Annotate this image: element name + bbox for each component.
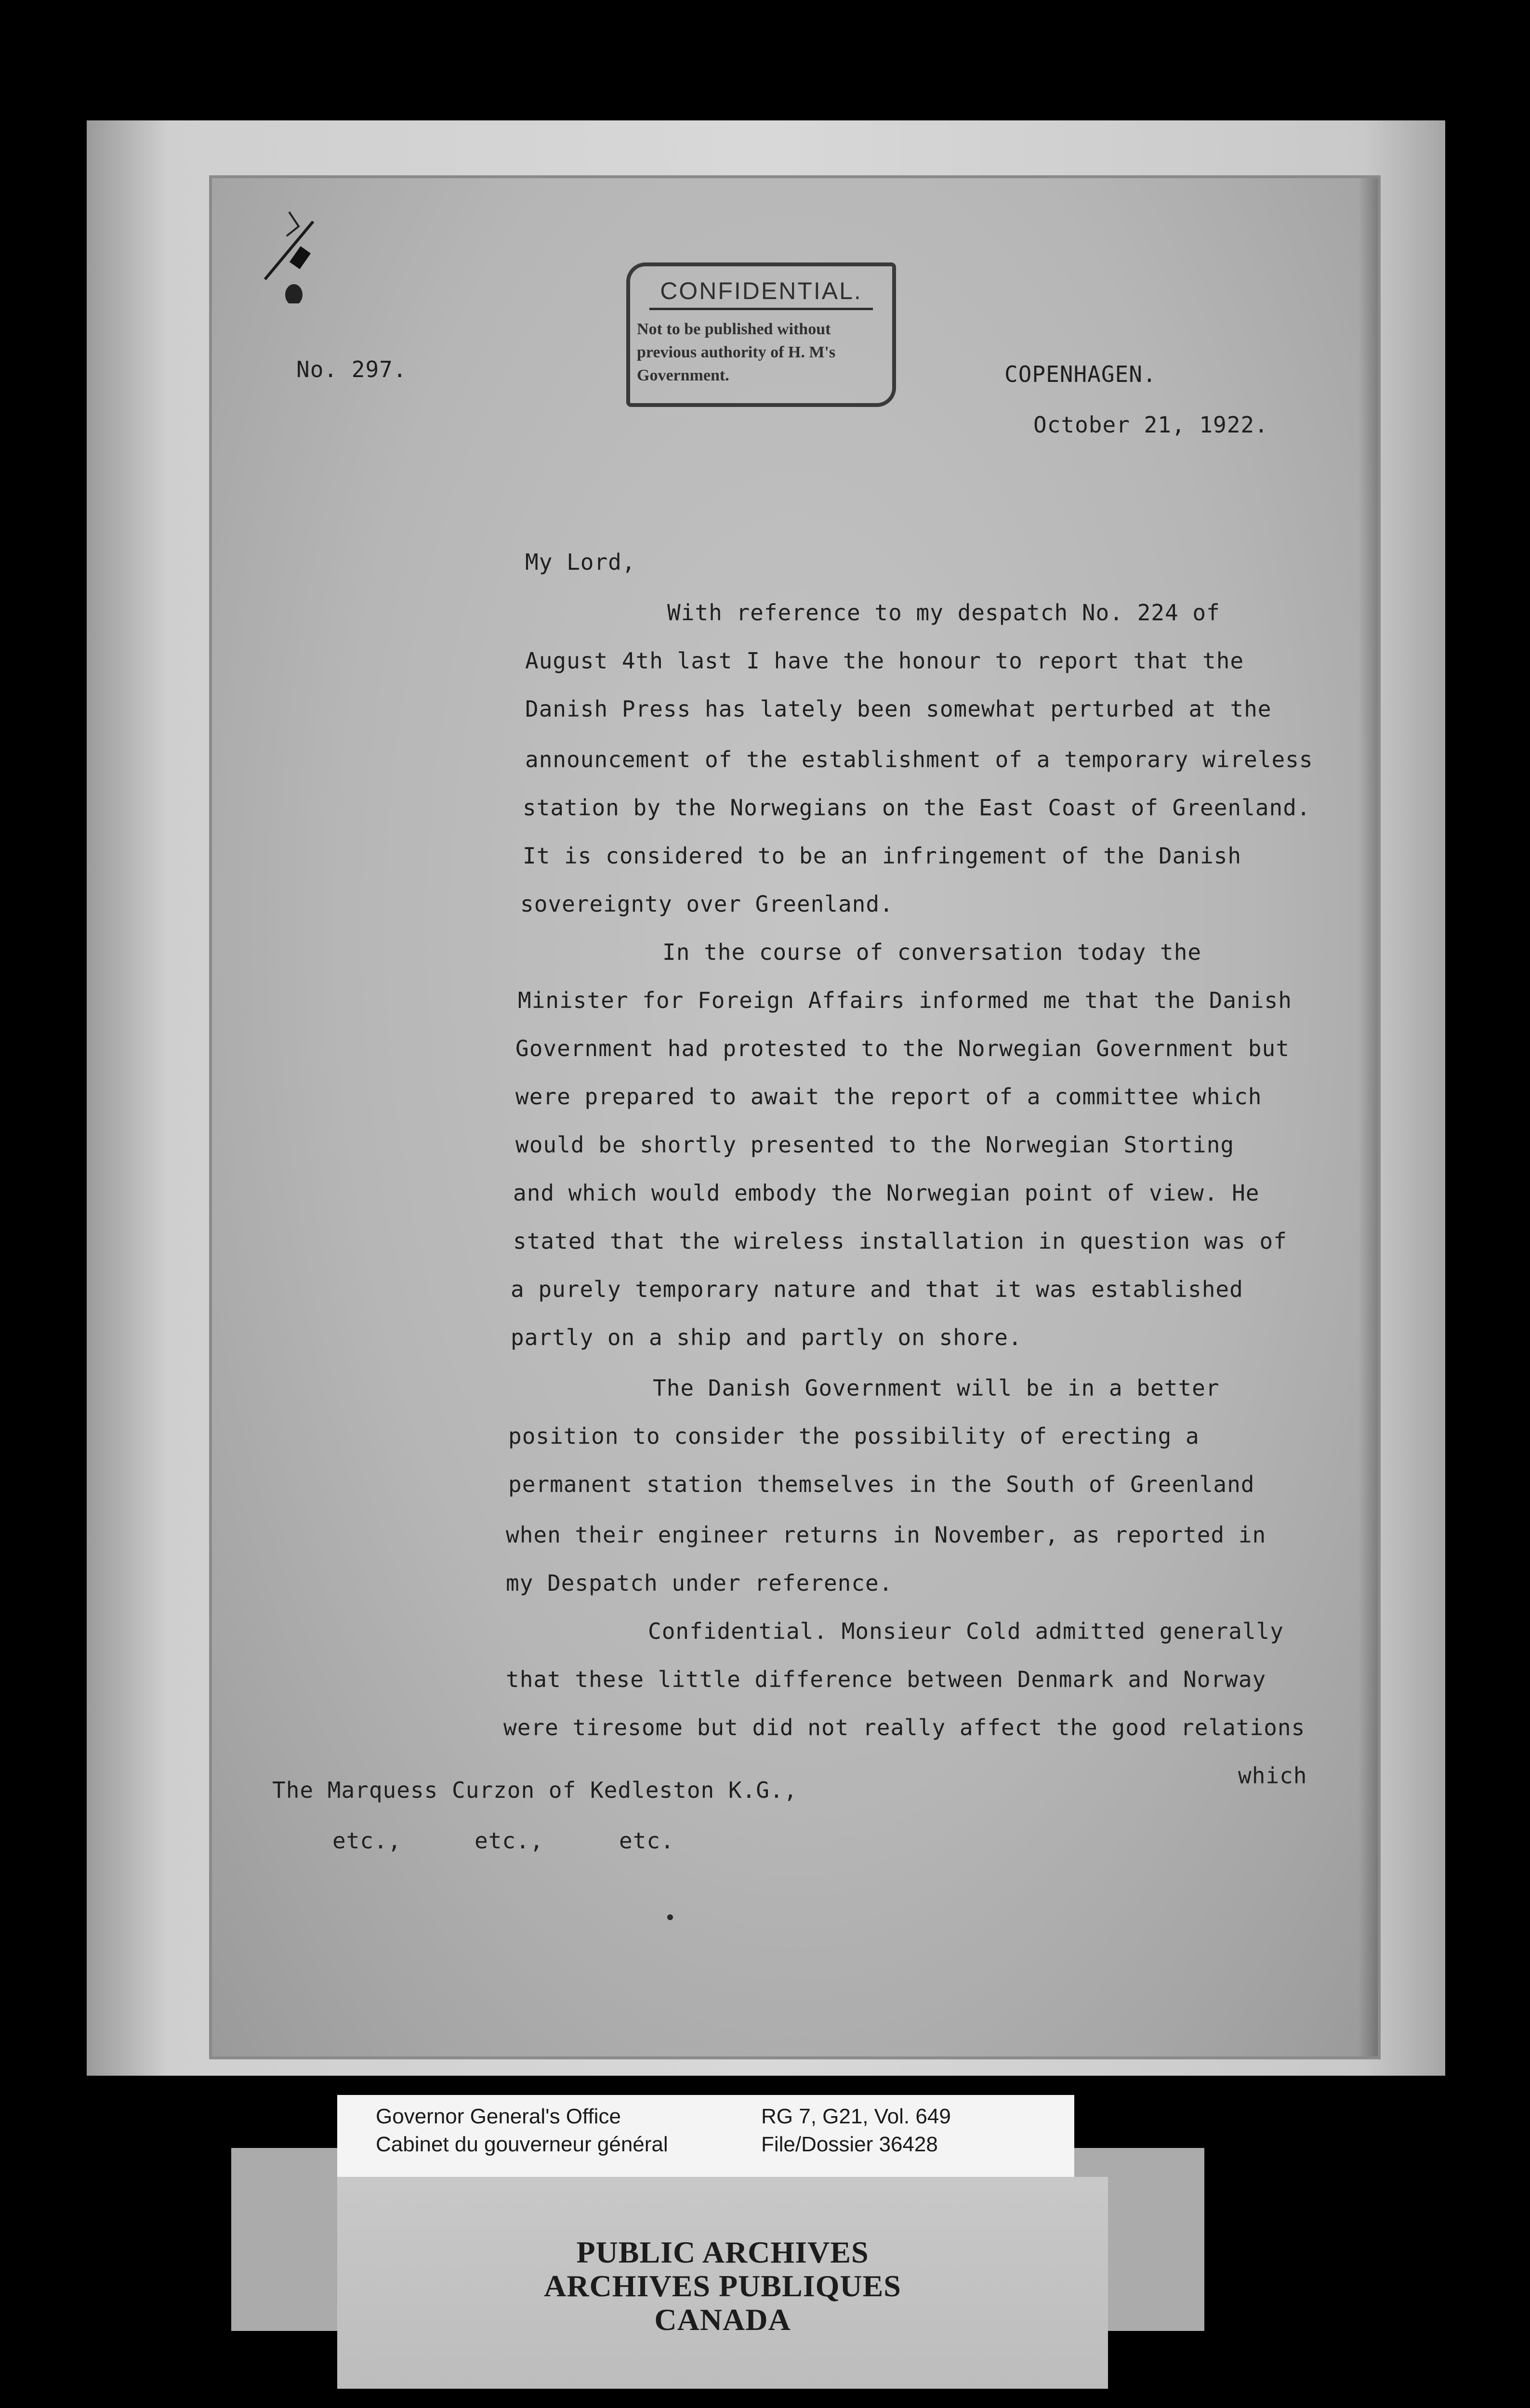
body-line: August 4th last I have the honour to report that the bbox=[525, 648, 1244, 674]
archive-stamp-line: CANADA bbox=[654, 2303, 791, 2337]
ink-speck bbox=[667, 1914, 673, 1920]
place-heading: COPENHAGEN. bbox=[1004, 361, 1157, 387]
body-line: when their engineer returns in November, as reported in bbox=[506, 1522, 1266, 1548]
letter-page bbox=[212, 178, 1378, 2056]
body-line: In the course of conversation today the bbox=[662, 939, 1202, 965]
body-line: were tiresome but did not really affect the good relations bbox=[503, 1714, 1306, 1741]
body-line: The Danish Government will be in a better bbox=[653, 1375, 1220, 1401]
body-line: a purely temporary nature and that it was established bbox=[511, 1276, 1243, 1302]
body-line: were prepared to await the report of a committee which bbox=[515, 1084, 1262, 1110]
body-line: position to consider the possibility of erecting a bbox=[508, 1423, 1200, 1449]
archive-stamp-line: ARCHIVES PUBLIQUES bbox=[544, 2269, 901, 2303]
body-line: stated that the wireless installation in question was of bbox=[513, 1228, 1287, 1254]
stamp-title: CONFIDENTIAL. bbox=[649, 277, 873, 310]
office-english: Governor General's Office bbox=[376, 2105, 621, 2128]
addressee-etc: etc., bbox=[332, 1828, 402, 1854]
stamp-line: Not to be published without bbox=[637, 320, 831, 338]
addressee-etc: etc., bbox=[475, 1828, 544, 1854]
body-line: Danish Press has lately been somewhat perturbed at the bbox=[525, 696, 1272, 722]
record-group: RG 7, G21, Vol. 649 bbox=[761, 2105, 951, 2128]
body-line: that these little difference between Denmark and Norway bbox=[506, 1666, 1266, 1692]
archive-stamp-panel bbox=[337, 2177, 1108, 2389]
body-line: announcement of the establishment of a temporary wireless bbox=[525, 746, 1313, 772]
addressee: The Marquess Curzon of Kedleston K.G., bbox=[272, 1777, 798, 1803]
body-line: permanent station themselves in the South of Greenland bbox=[508, 1471, 1255, 1497]
body-line: my Despatch under reference. bbox=[506, 1570, 893, 1596]
body-line: Minister for Foreign Affairs informed me that the Danish bbox=[518, 987, 1292, 1013]
despatch-number: No. 297. bbox=[296, 356, 407, 382]
body-line: partly on a ship and partly on shore. bbox=[511, 1324, 1022, 1350]
confidential-stamp bbox=[626, 262, 896, 407]
pin-mark-icon bbox=[260, 207, 337, 303]
stamp-line: previous authority of H. M's bbox=[637, 343, 836, 361]
body-line: Confidential. Monsieur Cold admitted generally bbox=[648, 1618, 1284, 1644]
body-line: would be shortly presented to the Norwegian Storting bbox=[515, 1132, 1235, 1158]
body-line: Government had protested to the Norwegian Government but bbox=[515, 1035, 1290, 1061]
catchword: which bbox=[1238, 1763, 1307, 1789]
addressee-etc: etc. bbox=[619, 1828, 674, 1854]
body-line: sovereignty over Greenland. bbox=[520, 891, 894, 917]
body-line: station by the Norwegians on the East Coast of Greenland. bbox=[523, 795, 1311, 821]
stamp-line: Government. bbox=[637, 366, 729, 384]
page-shadow bbox=[1359, 178, 1378, 2056]
body-line: It is considered to be an infringement of the Danish bbox=[523, 843, 1242, 869]
office-french: Cabinet du gouverneur général bbox=[376, 2133, 668, 2156]
archive-reference-label bbox=[337, 2095, 1074, 2177]
archive-stamp-line: PUBLIC ARCHIVES bbox=[576, 2235, 869, 2269]
salutation: My Lord, bbox=[525, 549, 636, 575]
file-number: File/Dossier 36428 bbox=[761, 2133, 938, 2156]
body-line: With reference to my despatch No. 224 of bbox=[667, 600, 1220, 626]
letter-date: October 21, 1922. bbox=[1033, 412, 1268, 438]
body-line: and which would embody the Norwegian point of view. He bbox=[513, 1180, 1260, 1206]
